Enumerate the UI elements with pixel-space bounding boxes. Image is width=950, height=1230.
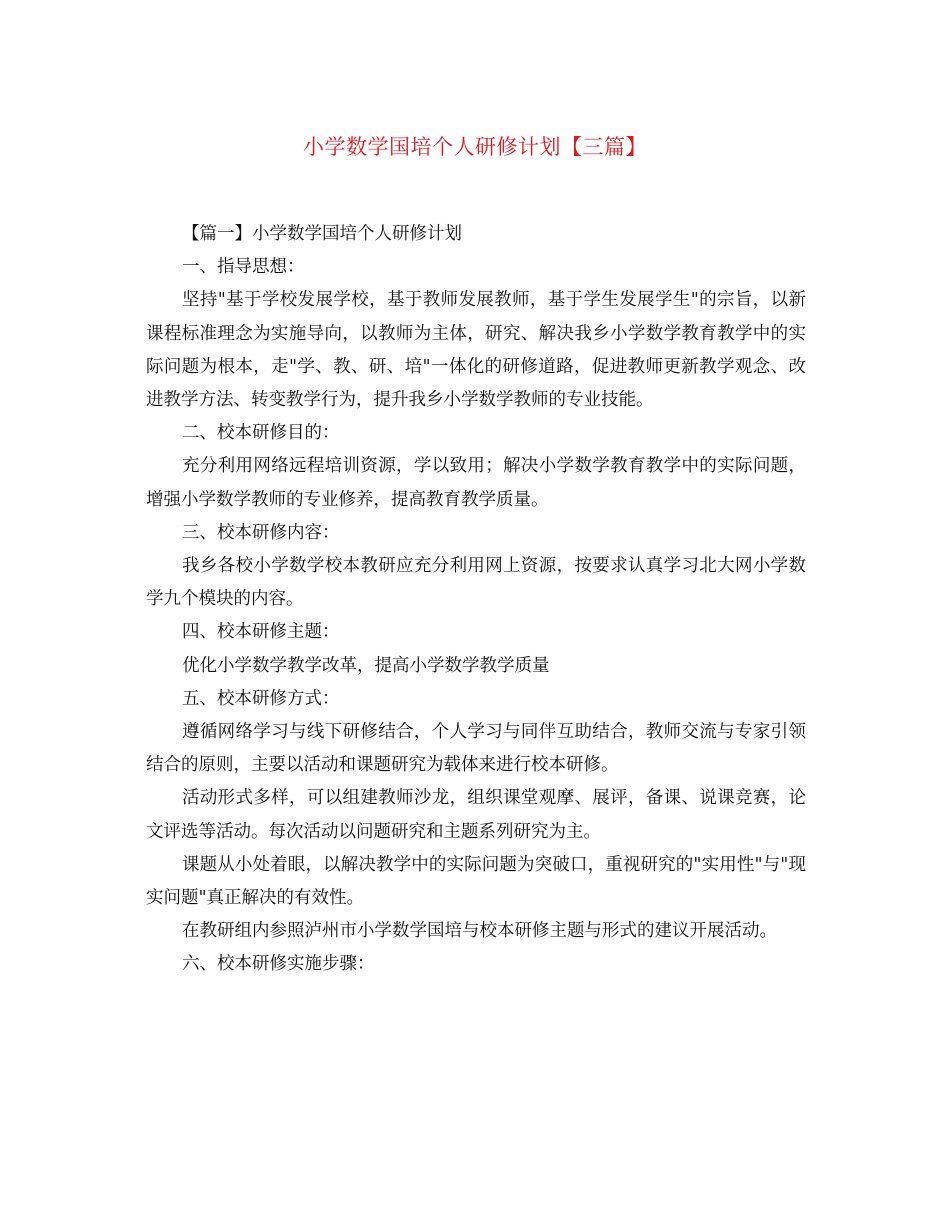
section-heading-part-one: 【篇一】小学数学国培个人研修计划 [182, 224, 462, 244]
paragraph-activity-forms: 活动形式多样，可以组建教师沙龙，组织课堂观摩、展评，备课、说课竞赛，论文评选等活动。每次活动以问题研究和主题系列研究为主。 [146, 788, 806, 842]
heading-research-method: 五、校本研修方式： [182, 688, 340, 709]
heading-implementation-steps: 六、校本研修实施步骤： [182, 954, 375, 975]
paragraph-research-topics: 课题从小处着眼，以解决教学中的实际问题为突破口，重视研究的"实用性"与"现实问题"真正解决的有效性。 [146, 854, 806, 909]
paragraph-research-method: 遵循网络学习与线下研修结合，个人学习与同伴互助结合，教师交流与专家引领结合的原则，主要以活动和课题研究为载体来进行校本研修。 [146, 722, 806, 776]
document-body [146, 218, 806, 982]
paragraph-research-theme: 优化小学数学教学改革，提高小学数学教学质量 [182, 655, 550, 676]
heading-research-content: 三、校本研修内容： [182, 522, 340, 543]
paragraph-research-content: 我乡各校小学数学校本教研应充分利用网上资源，按要求认真学习北大网小学数学九个模块的内容。 [146, 556, 806, 610]
heading-guiding-ideology: 一、指导思想： [182, 257, 305, 278]
document-title: 小学数学国培个人研修计划【三篇】 [303, 135, 647, 159]
heading-research-purpose: 二、校本研修目的： [182, 423, 340, 444]
paragraph-guiding-ideology: 坚持"基于学校发展学校，基于教师发展教师，基于学生发展学生"的宗旨，以新课程标准理念为实施导向，以教师为主体，研究、解决我乡小学数学教育教学中的实际问题为根本，走"学、教、研、培"一体化的研修道路，促进教师更新教学观念、改进教学方法、转变教学行为，提升我乡小学数学教师的专业技能。 [146, 290, 806, 411]
paragraph-research-purpose: 充分利用网络远程培训资源，学以致用；解决小学数学教育教学中的实际问题，增强小学数学教师的专业修养，提高教育教学质量。 [146, 456, 806, 510]
heading-research-theme: 四、校本研修主题： [182, 622, 340, 643]
paragraph-group-activities: 在教研组内参照泸州市小学数学国培与校本研修主题与形式的建议开展活动。 [182, 921, 777, 942]
